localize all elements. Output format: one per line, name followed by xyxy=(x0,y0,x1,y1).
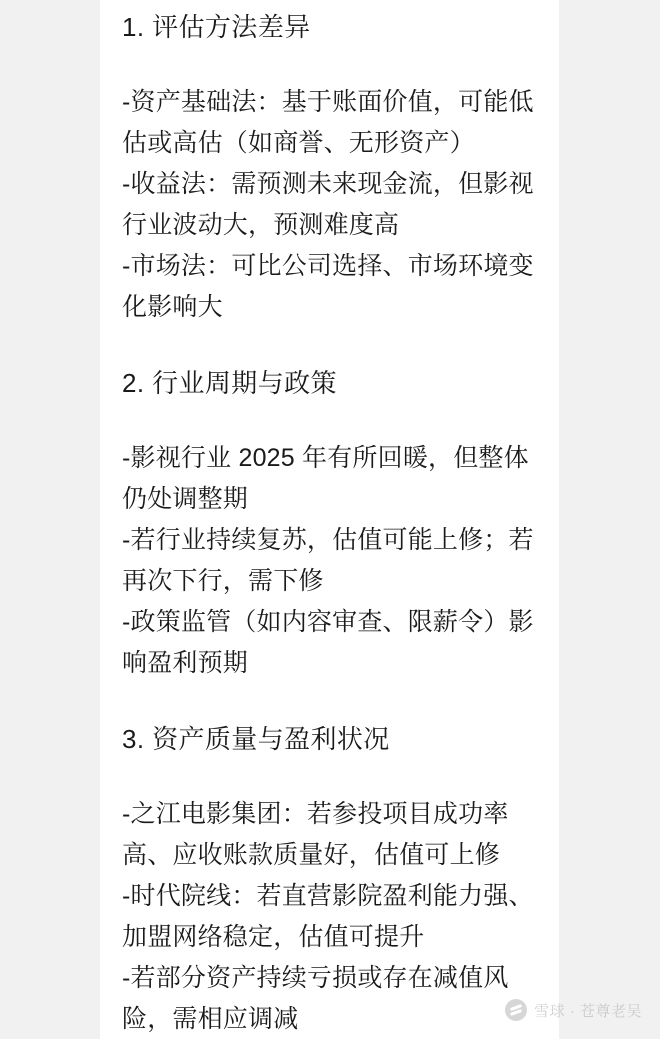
section-2-line-3: -政策监管（如内容审查、限薪令）影响盈利预期 xyxy=(122,608,534,677)
section-3 xyxy=(122,718,545,1040)
section-2-heading: 2. 行业周期与政策 xyxy=(122,368,337,398)
section-3-line-3: -若部分资产持续亏损或存在减值风险，需相应调减 xyxy=(122,964,509,1033)
spacer xyxy=(122,760,545,794)
section-2-line-1: -影视行业 2025 年有所回暖，但整体仍处调整期 xyxy=(122,444,529,513)
section-1-line-1: -资产基础法：基于账面价值，可能低估或高估（如商誉、无形资产） xyxy=(122,88,534,157)
spacer xyxy=(122,684,545,718)
section-3-line-2: -时代院线：若直营影院盈利能力强、加盟网络稳定，估值可提升 xyxy=(122,882,534,951)
xueqiu-logo-icon xyxy=(505,999,527,1021)
section-3-heading: 3. 资产质量与盈利状况 xyxy=(122,724,390,754)
section-2-line-2: -若行业持续复苏，估值可能上修；若再次下行，需下修 xyxy=(122,526,534,595)
section-3-line-1: -之江电影集团：若参投项目成功率高、应收账款质量好，估值可上修 xyxy=(122,800,509,869)
watermark xyxy=(505,999,642,1021)
watermark-text: 雪球 · 苍尊老吴 xyxy=(534,1002,642,1020)
spacer xyxy=(122,328,545,362)
section-1-line-2: -收益法：需预测未来现金流，但影视行业波动大，预测难度高 xyxy=(122,170,534,239)
section-1 xyxy=(122,6,545,328)
left-margin-band xyxy=(0,0,100,1039)
spacer xyxy=(122,404,545,438)
spacer xyxy=(122,48,545,82)
section-2 xyxy=(122,362,545,684)
section-1-heading: 1. 评估方法差异 xyxy=(122,12,311,42)
right-margin-band xyxy=(559,0,660,1039)
document-content xyxy=(100,0,559,1039)
section-1-line-3: -市场法：可比公司选择、市场环境变化影响大 xyxy=(122,252,534,321)
